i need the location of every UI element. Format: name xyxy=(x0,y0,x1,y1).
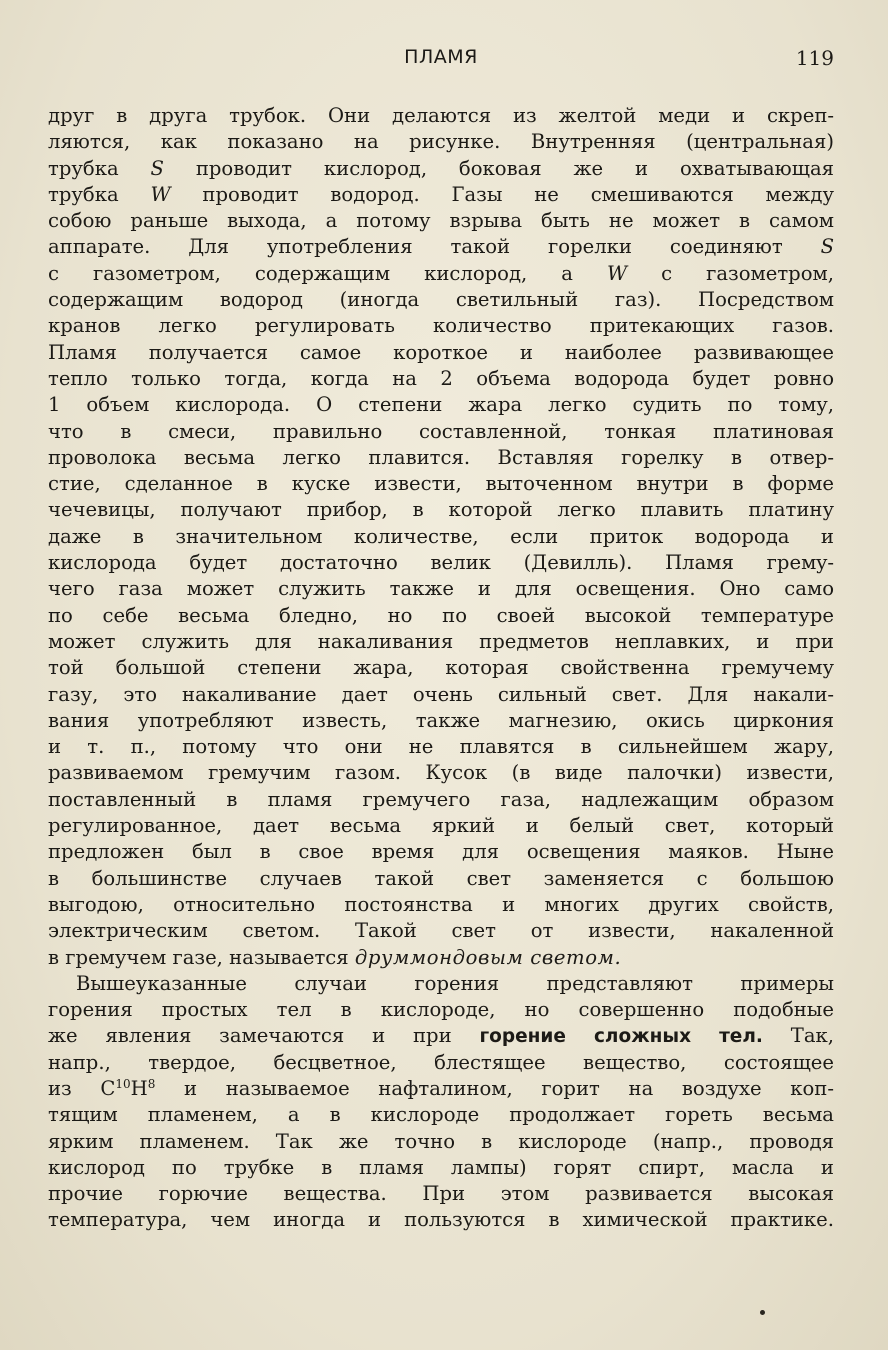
text-line: напр., твердое, бесцветное, блестящее вещество, состоящее xyxy=(48,1050,834,1074)
text-line: содержащим водород (иногда светильный газ). Посредством xyxy=(48,288,834,312)
text-line xyxy=(48,945,834,971)
text-line: той большой степени жара, которая свойственна гремучему xyxy=(48,656,834,680)
text-line: может служить для накаливания предметов неплавких, и при xyxy=(48,629,834,653)
text-line xyxy=(48,1076,834,1102)
text-line: тящим пламенем, а в кислороде продолжает гореть весьма xyxy=(48,1103,834,1127)
text-line: стие, сделанное в куске извести, выточенном внутри в форме xyxy=(48,472,834,496)
text-line: друг в друга трубок. Они делаются из желтой меди и скреп- xyxy=(48,104,834,127)
text-line: 1 объем кислорода. О степени жара легко судить по тому, xyxy=(48,393,834,417)
text-line: трубка S проводит кислород, боковая же и охватывающая xyxy=(48,156,834,180)
text-line: температура, чем иногда и пользуются в химической практике. xyxy=(48,1208,834,1232)
paragraph-1 xyxy=(48,103,834,945)
text-span: и называемое нафталином, горит на воздухе коп- xyxy=(155,1076,834,1100)
text-line: вания употребляют известь, также магнезию, окись циркония xyxy=(48,708,834,732)
text-line: кранов легко регулировать количество притекающих газов. xyxy=(48,314,834,338)
text-line: кислорода будет достаточно велик (Девилль). Пламя гремy- xyxy=(48,551,834,575)
text-span: же явления замечаются и при xyxy=(48,1024,480,1048)
text-line: аппарате. Для употребления такой горелки соединяют S xyxy=(48,235,834,259)
text-line: поставленный в пламя гремучего газа, надлежащим образом xyxy=(48,787,834,811)
text-line: что в смеси, правильно составленной, тонкая платиновая xyxy=(48,419,834,443)
text-span: в гремучем газе, называется xyxy=(48,945,355,969)
text-line: кислород по трубке в пламя лампы) горят спирт, масла и xyxy=(48,1155,834,1179)
text-line: и т. п., потому что они не плавятся в сильнейшем жару, xyxy=(48,735,834,759)
text-line: прочие горючие вещества. При этом развивается высокая xyxy=(48,1182,834,1206)
page-number: 119 xyxy=(795,46,834,70)
text-line xyxy=(48,1023,834,1049)
text-span: Так, xyxy=(762,1024,834,1048)
text-line: с газометром, содержащим кислород, а W с газометром, xyxy=(48,261,834,285)
superscript: 10 xyxy=(115,1076,131,1091)
text-line: предложен был в свое время для освещения маяков. Ныне xyxy=(48,840,834,864)
text-span: из C xyxy=(48,1076,116,1100)
superscript: 8 xyxy=(147,1076,156,1091)
text-line: чего газа может служить также и для освещения. Оно само xyxy=(48,577,834,601)
text-line: Вышеуказанные случаи горения представляют примеры xyxy=(76,971,834,995)
bold-term: горение сложных тел. xyxy=(479,1026,763,1048)
text-line: регулированное, дает весьма яркий и белый свет, который xyxy=(48,814,834,838)
emphasized-term: друммондовым светом. xyxy=(354,945,622,969)
text-line: горения простых тел в кислороде, но совершенно подобные xyxy=(48,998,834,1022)
text-line: в большинстве случаев такой свет заменяется с большою xyxy=(48,866,834,890)
paragraph-2 xyxy=(48,971,834,1234)
page-title: ПЛАМЯ xyxy=(404,46,478,68)
running-head xyxy=(48,44,834,74)
text-line: по себе весьма бледно, но по своей высокой температуре xyxy=(48,603,834,627)
text-line: чечевицы, получают прибор, в которой легко плавить платину xyxy=(48,498,834,522)
text-line: электрическим светом. Такой свет от извести, накаленной xyxy=(48,919,834,943)
body-text xyxy=(48,103,834,1234)
text-line: проволока весьма легко плавится. Вставляя горелку в отвер- xyxy=(48,445,834,469)
text-line: ярким пламенем. Так же точно в кислороде (напр., проводя xyxy=(48,1129,834,1153)
text-line: трубка W проводит водород. Газы не смешиваются между xyxy=(48,182,834,206)
ink-speck xyxy=(760,1310,765,1315)
text-line: тепло только тогда, когда на 2 объема водорода будет ровно xyxy=(48,366,834,390)
text-line: собою раньше выхода, а потому взрыва быть не может в самом xyxy=(48,209,834,233)
text-line: газу, это накаливание дает очень сильный свет. Для накали- xyxy=(48,682,834,706)
text-line: выгодою, относительно постоянства и многих других свойств, xyxy=(48,892,834,916)
text-line: Пламя получается самое короткое и наиболее развивающее xyxy=(48,340,834,364)
text-line: развиваемом гремучим газом. Кусок (в виде палочки) извести, xyxy=(48,761,834,785)
text-line: ляются, как показано на рисунке. Внутренняя (центральная) xyxy=(48,130,834,154)
text-span: H xyxy=(130,1076,148,1100)
text-line: даже в значительном количестве, если приток водорода и xyxy=(48,524,834,548)
